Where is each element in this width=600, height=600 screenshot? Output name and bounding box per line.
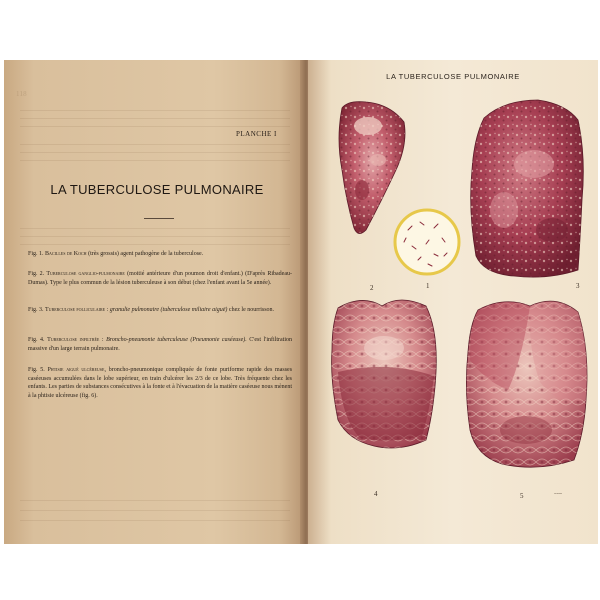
left-page xyxy=(4,60,304,544)
figure-number-3: 3 xyxy=(576,282,580,290)
caption-fig-3: Fig. 3. Tuberculose folliculaire : granulie pulmonaire (tuberculose miliaire aiguë) chez le nourrisson. xyxy=(28,307,275,313)
bleed-through-line xyxy=(20,236,290,237)
running-head: LA TUBERCULOSE PULMONAIRE xyxy=(386,72,520,81)
plate-illustrations xyxy=(308,60,598,544)
bleed-through-line xyxy=(20,118,290,119)
bleed-through-line xyxy=(20,500,290,501)
caption-fig-5: Fig. 5. Phtisie aiguë ulcéreuse, broncho-pneumonique compliquée de fonte puriforme rapide des masses caséeuses accumulées dans le lobe supérieur, en train d'ulcérer les 2/3 de ce lobe. Très fréquente chez les enfants. Les parties de substances consécutives à la fonte et à l'évacuation de la matière caséeuse nous mènent à la phtisie ulcéreuse (fig. 6). xyxy=(28,367,293,399)
figure-1-bacilli-disc xyxy=(395,210,459,274)
artist-signature: ~~~ xyxy=(554,492,563,497)
figure-number-1: 1 xyxy=(426,282,430,290)
title-rule xyxy=(144,218,174,219)
plate-title: LA TUBERCULOSE PULMONAIRE xyxy=(50,182,264,197)
left-page-number: 118 xyxy=(16,90,27,98)
caption-fig-2: Fig. 2. Tuberculose ganglio-pulmonaire (moitié antérieure d'un poumon droit d'enfant.) (D'après Ribadeau-Dumas). Type le plus commun de la lésion tuberculeuse à son début (chez l'enfant avant la 5e année). xyxy=(28,271,293,286)
bleed-through-line xyxy=(20,144,290,145)
figure-5-lung-ulcerous xyxy=(466,301,587,467)
figure-3-lung-granulie xyxy=(471,100,584,277)
figure-2-lung-section xyxy=(339,102,405,234)
figure-number-4: 4 xyxy=(374,490,378,498)
bleed-through-line xyxy=(20,152,290,153)
caption-fig-1: Fig. 1. Bacilles de Koch (très grossis) agent pathogène de la tuberculose. xyxy=(28,251,204,257)
bleed-through-line xyxy=(20,510,290,511)
right-page xyxy=(308,60,598,544)
bleed-through-line xyxy=(20,228,290,229)
bleed-through-line xyxy=(20,110,290,111)
figure-4-lung-infiltrated xyxy=(332,300,437,448)
plate-label: PLANCHE I xyxy=(236,130,277,138)
caption-fig-4: Fig. 4. Tuberculose infiltrée : Broncho-pneumonie tuberculeuse (Pneumonie caséeuse). C'est l'infiltration massive d'un large terrain pulmonaire. xyxy=(28,337,292,352)
bleed-through-line xyxy=(20,244,290,245)
bleed-through-line xyxy=(20,126,290,127)
bleed-through-line xyxy=(20,520,290,521)
bleed-through-line xyxy=(20,160,290,161)
figure-number-2: 2 xyxy=(370,284,374,292)
book-spread xyxy=(4,60,598,544)
figure-number-5: 5 xyxy=(520,492,524,500)
